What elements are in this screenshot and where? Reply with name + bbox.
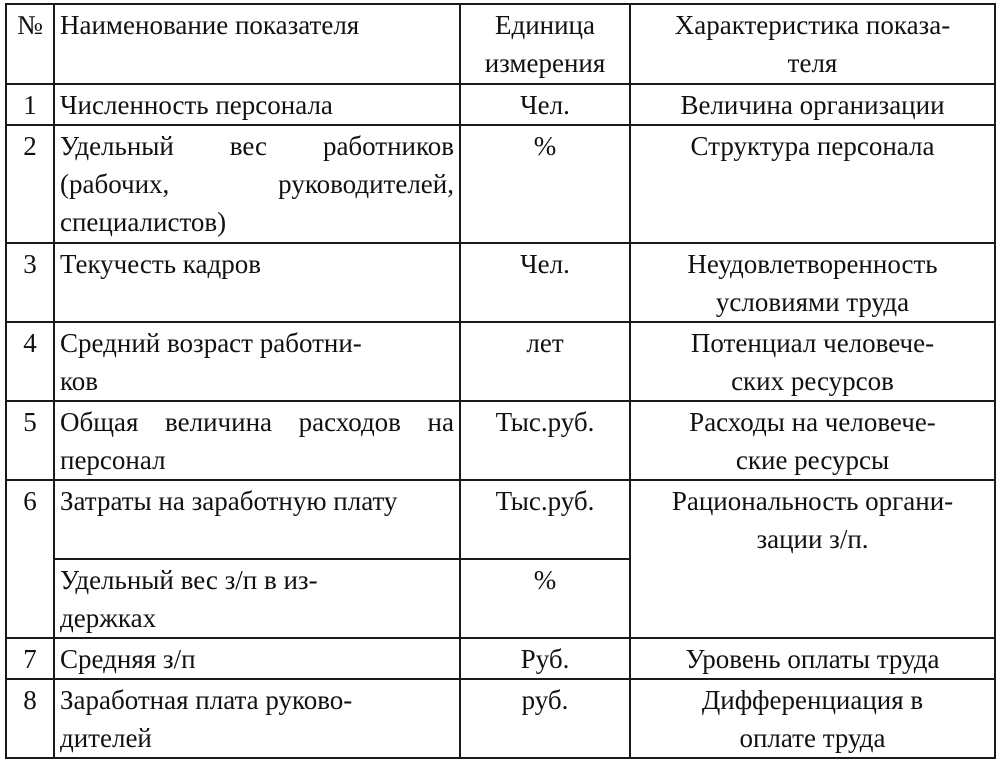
table-row — [6, 243, 995, 322]
header-name: Наименование показателя — [54, 4, 460, 84]
row-unit: Руб. — [460, 638, 630, 679]
header-unit: Единица измерения — [460, 4, 630, 84]
table-row — [6, 401, 995, 480]
table-row — [6, 638, 995, 679]
row-unit: Тыс.руб. — [460, 480, 630, 559]
row-name: Удельный вес з/п в из- держках — [54, 559, 460, 638]
table-row — [6, 84, 995, 125]
row-characteristic: Уровень оплаты труда — [630, 638, 995, 679]
row-num: 3 — [6, 243, 54, 322]
table-header-row — [6, 4, 995, 84]
row-characteristic: Величина организации — [630, 84, 995, 125]
row-unit: лет — [460, 322, 630, 401]
row-num: 5 — [6, 401, 54, 480]
row-characteristic: Дифференциация в оплате труда — [630, 679, 995, 758]
row-name: Удельный вес работников (рабочих, руководителей, специалистов) — [54, 125, 460, 243]
table-row — [6, 322, 995, 401]
header-characteristic: Характеристика показа- теля — [630, 4, 995, 84]
table-row — [6, 125, 995, 243]
row-num: 8 — [6, 679, 54, 758]
row-name: Средний возраст работни- ков — [54, 322, 460, 401]
row-name: Заработная плата руково- дителей — [54, 679, 460, 758]
row-unit: Чел. — [460, 243, 630, 322]
row-name: Общая величина расходов на персонал — [54, 401, 460, 480]
row-num: 2 — [6, 125, 54, 243]
row-characteristic: Неудовлетворенность условиями труда — [630, 243, 995, 322]
row-characteristic: Потенциал человече- ских ресурсов — [630, 322, 995, 401]
row-num: 6 — [6, 480, 54, 638]
table-row — [6, 480, 995, 559]
row-name: Текучесть кадров — [54, 243, 460, 322]
row-characteristic: Рациональность органи- зации з/п. — [630, 480, 995, 638]
row-unit: % — [460, 559, 630, 638]
row-name: Численность персонала — [54, 84, 460, 125]
header-num: № — [6, 4, 54, 84]
row-characteristic: Структура персонала — [630, 125, 995, 243]
row-unit: Чел. — [460, 84, 630, 125]
row-unit: Тыс.руб. — [460, 401, 630, 480]
table-row — [6, 679, 995, 758]
row-unit: руб. — [460, 679, 630, 758]
indicators-table — [5, 3, 996, 759]
row-num: 1 — [6, 84, 54, 125]
row-name: Затраты на заработную плату — [54, 480, 460, 559]
row-characteristic: Расходы на человече- ские ресурсы — [630, 401, 995, 480]
row-unit: % — [460, 125, 630, 243]
row-name: Средняя з/п — [54, 638, 460, 679]
row-num: 4 — [6, 322, 54, 401]
row-num: 7 — [6, 638, 54, 679]
